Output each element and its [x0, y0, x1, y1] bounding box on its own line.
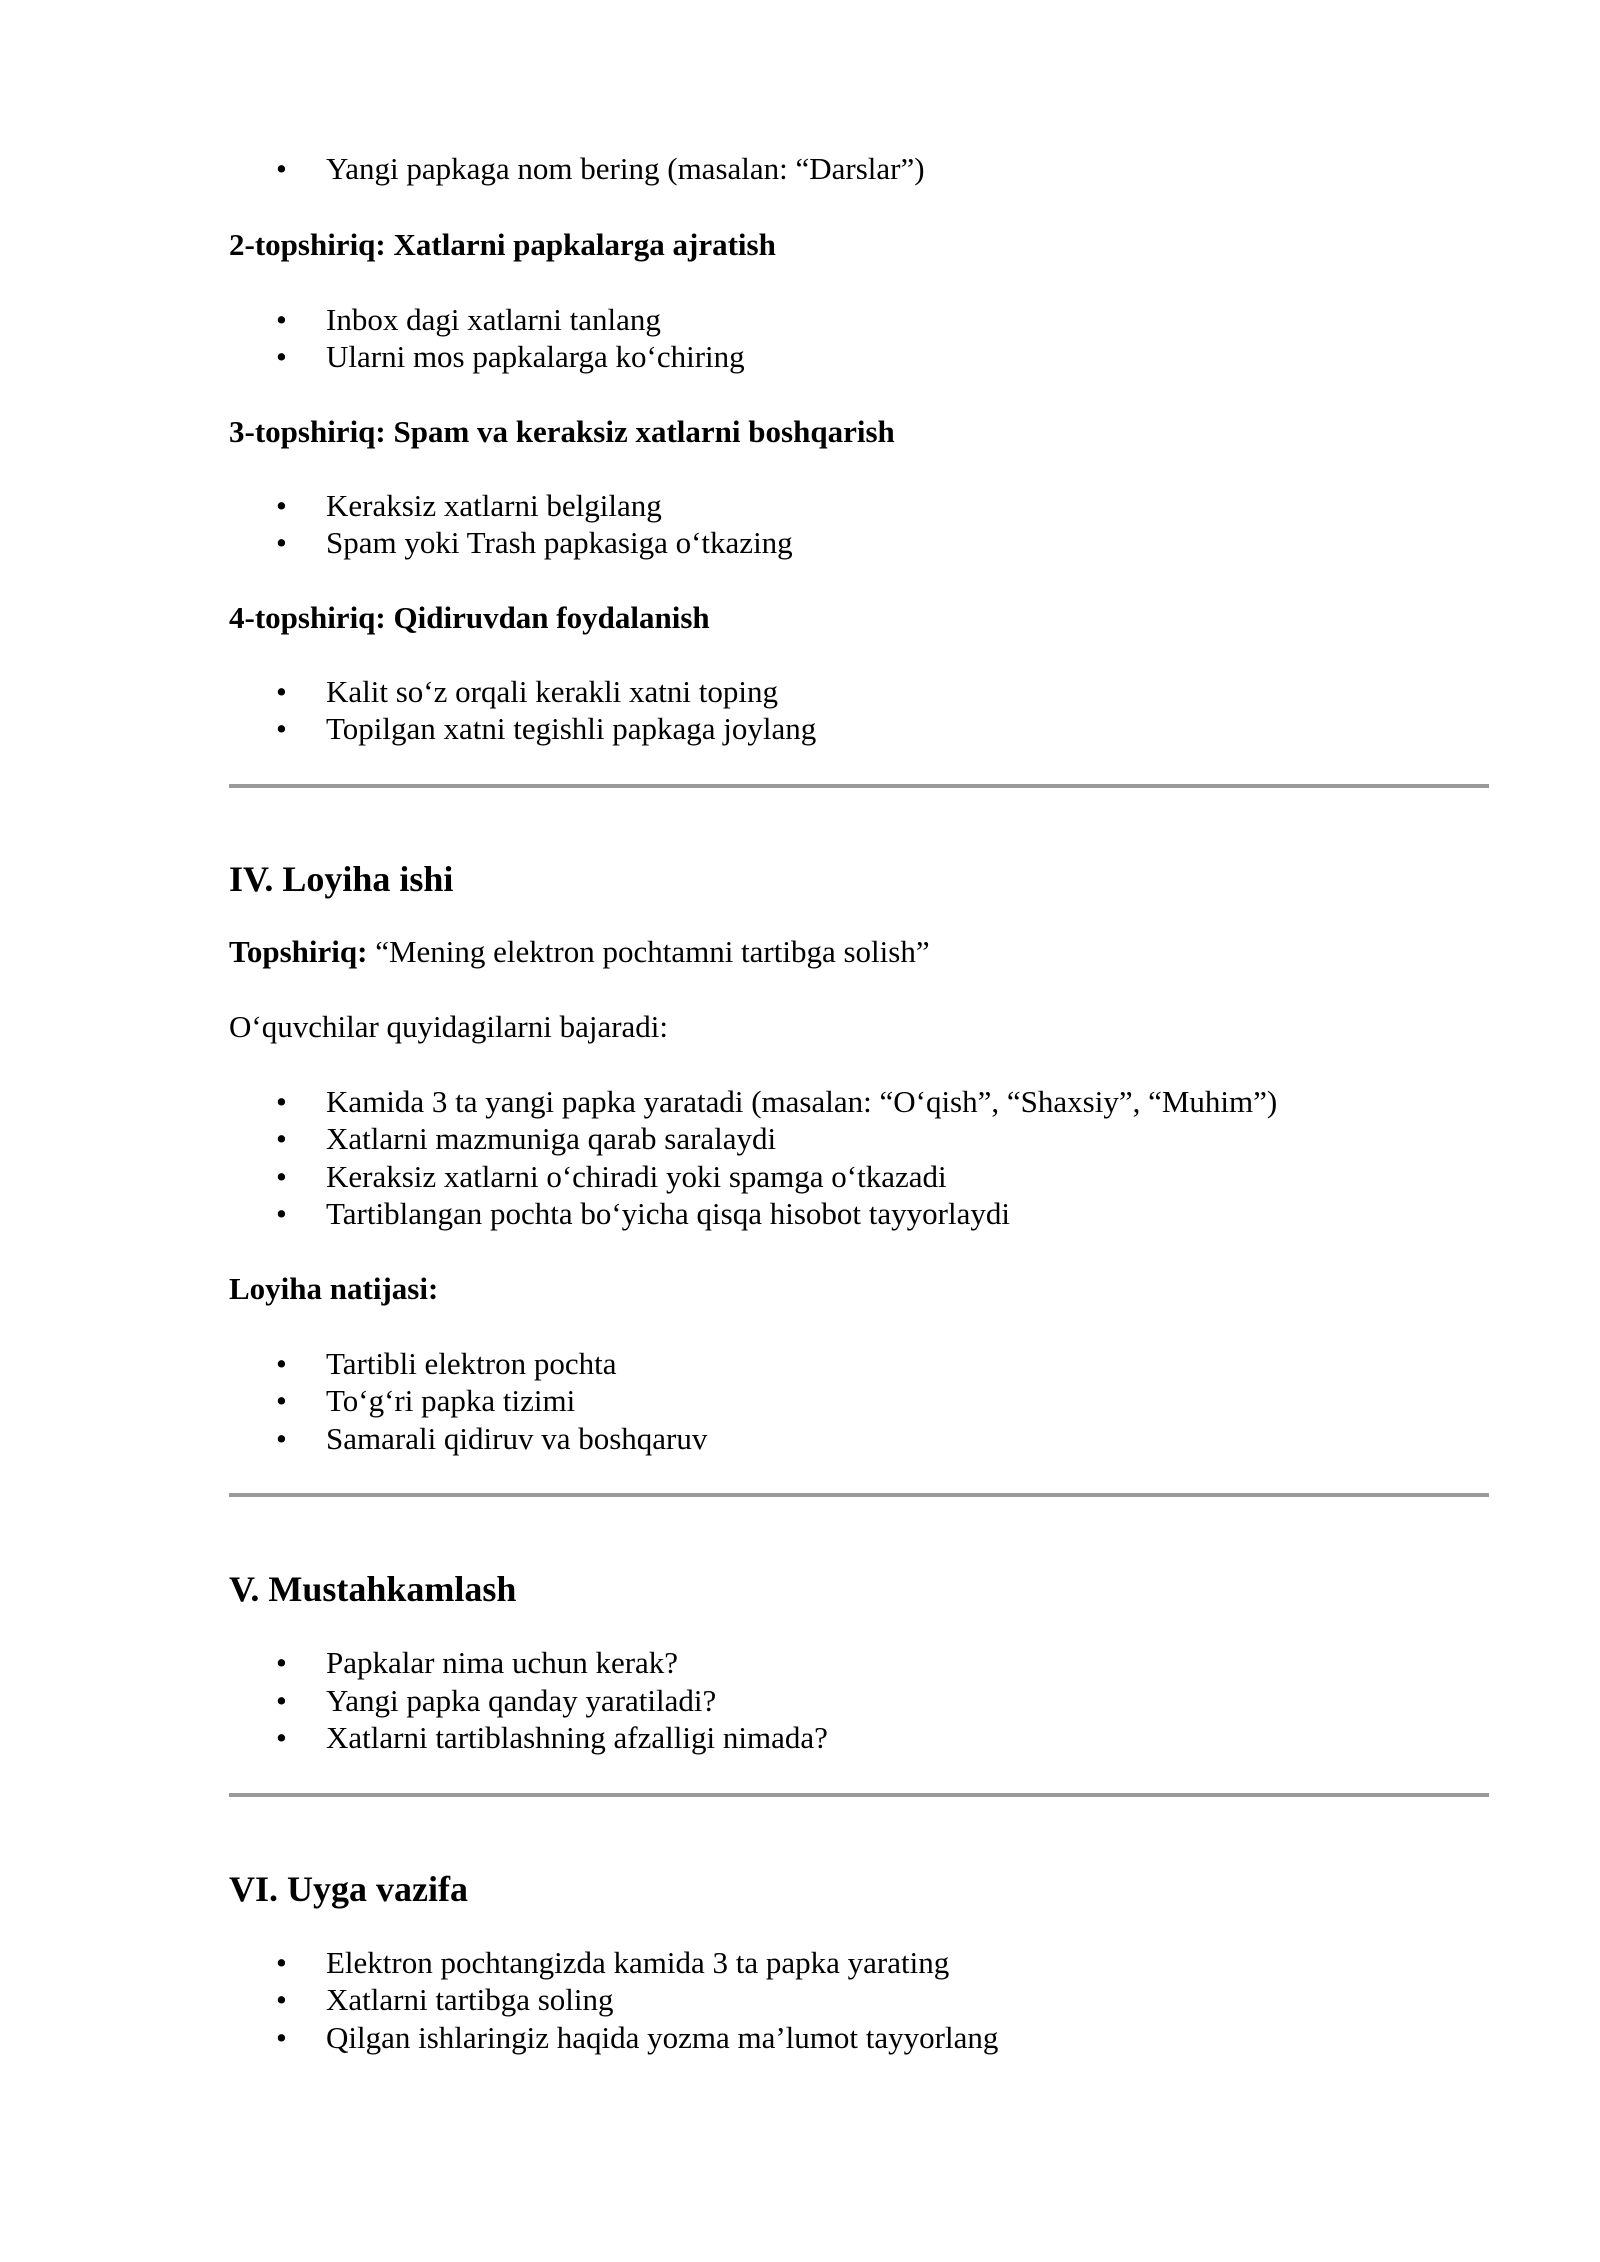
task4-list: [229, 673, 1489, 748]
list-item: • Tartibli elektron pochta: [229, 1345, 1489, 1383]
project-result-list: [229, 1345, 1489, 1458]
list-item: • Yangi papka qanday yaratiladi?: [229, 1682, 1489, 1720]
list-item: • Ularni mos papkalarga ko‘chiring: [229, 338, 1489, 376]
project-result-title: Loyiha natijasi:: [229, 1270, 439, 1306]
project-task-text: “Mening elektron pochtamni tartibga solish”: [367, 933, 930, 969]
section5-list: [229, 1644, 1489, 1757]
list-item: • Xatlarni tartiblashning afzalligi nimada?: [229, 1719, 1489, 1757]
list-item: • Inbox dagi xatlarni tanlang: [229, 301, 1489, 339]
task3-title: 3-topshiriq: Spam va keraksiz xatlarni boshqarish: [229, 413, 895, 449]
list-item: • Samarali qidiruv va boshqaruv: [229, 1420, 1489, 1458]
project-intro: O‘quvchilar quyidagilarni bajaradi:: [229, 1008, 669, 1044]
list-item: • Keraksiz xatlarni o‘chiradi yoki spamga o‘tkazadi: [229, 1158, 1489, 1196]
section6-heading: VI. Uyga vazifa: [229, 1868, 468, 1909]
task2-list: [229, 301, 1489, 376]
list-item: • Papkalar nima uchun kerak?: [229, 1644, 1489, 1682]
task3-list: [229, 487, 1489, 562]
section5-heading: V. Mustahkamlash: [229, 1569, 517, 1609]
project-task-label: Topshiriq:: [229, 933, 368, 969]
list-item: • Keraksiz xatlarni belgilang: [229, 487, 1489, 525]
list-item: • Yangi papkaga nom bering (masalan: “Darslar”): [229, 150, 1489, 188]
document-content: [229, 150, 1489, 2056]
intro-list: [229, 150, 1489, 188]
list-item: • Xatlarni mazmuniga qarab saralaydi: [229, 1120, 1489, 1158]
task4-title: 4-topshiriq: Qidiruvdan foydalanish: [229, 599, 710, 635]
list-item: • Tartiblangan pochta bo‘yicha qisqa hisobot tayyorlaydi: [229, 1195, 1489, 1233]
project-task: [229, 933, 1489, 970]
section4-heading: IV. Loyiha ishi: [229, 858, 454, 899]
list-item: • Elektron pochtangizda kamida 3 ta papka yarating: [229, 1944, 1489, 1982]
task2-title: 2-topshiriq: Xatlarni papkalarga ajratish: [229, 226, 776, 262]
project-list: [229, 1083, 1489, 1233]
list-item: • Kalit so‘z orqali kerakli xatni toping: [229, 673, 1489, 711]
list-item: • Qilgan ishlaringiz haqida yozma ma’lumot tayyorlang: [229, 2019, 1489, 2057]
list-item: • To‘g‘ri papka tizimi: [229, 1382, 1489, 1420]
list-item: • Spam yoki Trash papkasiga o‘tkazing: [229, 524, 1489, 562]
section6-list: [229, 1944, 1489, 2057]
list-item: • Kamida 3 ta yangi papka yaratadi (masalan: “O‘qish”, “Shaxsiy”, “Muhim”): [229, 1083, 1489, 1121]
list-item: • Topilgan xatni tegishli papkaga joylang: [229, 710, 1489, 748]
list-item: • Xatlarni tartibga soling: [229, 1981, 1489, 2019]
